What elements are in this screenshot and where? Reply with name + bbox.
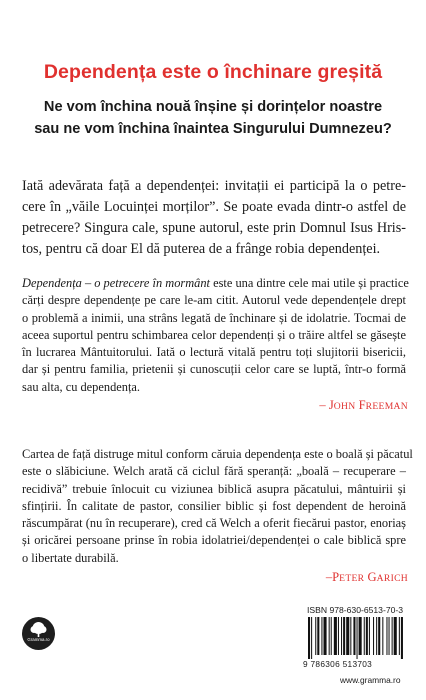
barcode-bar: [308, 617, 310, 659]
subtitle-line: Ne vom închina nouă înșine și dorințelor noastre: [43, 99, 383, 115]
barcode-bar: [373, 617, 374, 655]
book-title-italic: Dependența – o petrecere în mormânt: [22, 276, 210, 290]
intro-paragraph: [22, 176, 406, 260]
endorsement-line: dar și pentru familia, prietenii și cunoscuții celor care se luptă, într-o formă: [22, 362, 406, 377]
intro-line: cere în „văile Locuinței morților”. Se poate evada dintr-o astfel de: [22, 199, 406, 215]
endorsement-line: sau alta, cu dependența.: [22, 379, 141, 394]
publisher-website: www.gramma.ro: [340, 675, 401, 685]
barcode-bar: [346, 617, 349, 655]
barcode-bar: [353, 617, 355, 655]
barcode-bar: [323, 617, 326, 655]
endorsement-line: o problemă a inimii, una strâns legată de închinare și de idolatrie. Tocmai de: [22, 310, 406, 325]
endorsement-freeman: [22, 275, 409, 396]
barcode-bar: [392, 617, 393, 655]
intro-line: tos, pentru că doar El dă puterea de a frânge robia dependenței.: [22, 241, 381, 257]
barcode-bar: [357, 617, 358, 659]
barcode-bar: [338, 617, 339, 655]
barcode-bar: [366, 617, 368, 655]
intro-line: Iată adevărata față a dependenței: invitații ei participă la o petre-: [22, 178, 406, 194]
back-cover-subtitle: [24, 96, 402, 140]
barcode-bar: [343, 617, 345, 655]
barcode-bar: [364, 617, 365, 655]
barcode-bar: [376, 617, 377, 655]
barcode-bar: [315, 617, 316, 655]
barcode-bar: [359, 617, 362, 655]
barcode-bar: [394, 617, 397, 655]
publisher-logo-text: Gramma.ro: [27, 637, 50, 642]
endorsement-line: [22, 275, 409, 292]
barcode-bar: [401, 617, 403, 659]
endorsement-line: Cartea de față distruge mitul conform căruia dependența este o boală și păcatul: [22, 447, 413, 461]
barcode-bar: [317, 617, 319, 655]
endorsement-line: aceea suportul pentru schimbarea celor dependenți și o trăire altfel se găsește: [22, 327, 406, 342]
endorsement-line: recidivă” trebuie înlocuit cu viziunea biblică asupra păcatului, mântuirii și: [22, 481, 406, 496]
barcode-bar: [382, 617, 383, 655]
endorsement-line: răscumpărat (nu în recuperare), cred că Welch a oferit fiecărui pastor, enoriaș: [22, 516, 406, 531]
barcode-bar: [350, 617, 351, 655]
isbn-barcode: [306, 617, 406, 659]
barcode-bar: [378, 617, 380, 655]
barcode-bar: [369, 617, 370, 655]
endorsement-line: este o slăbiciune. Welch arată că ciclul fără speranță: „boală – recuperare –: [22, 464, 406, 479]
barcode-number: 9 786306 513703: [303, 659, 373, 669]
signature-peter-garich: –PETER GARICH: [325, 570, 408, 584]
endorsement-line: și oricărei persoane prinse în robia idolatriei/dependenței o cale biblică spre: [22, 533, 406, 548]
barcode-bar: [331, 617, 332, 655]
publisher-logo: [22, 617, 55, 650]
endorsement-garich: [22, 446, 413, 567]
endorsement-text: este una dintre cele mai utile și practice: [210, 276, 409, 290]
endorsement-line: sfințirii. În calitate de pastor, consilier biblic și fost dependent de heroină: [22, 498, 406, 513]
barcode-bar: [389, 617, 390, 655]
isbn-text: ISBN 978-630-6513-70-3: [307, 605, 404, 615]
barcode-bar: [334, 617, 337, 655]
barcode-bar: [341, 617, 342, 655]
signature-john-freeman: – JOHN FREEMAN: [319, 398, 408, 412]
intro-line: petrecere? Singura cale, spune autorul, este prin Domnul Isus Hris-: [22, 220, 406, 236]
subtitle-line: sau ne vom închina înaintea Singurului Dumnezeu?: [34, 121, 392, 137]
barcode-bar: [399, 617, 400, 655]
endorsement-line: o libertate durabilă.: [22, 550, 119, 565]
back-cover-title: Dependența este o închinare greșită: [43, 61, 383, 83]
barcode-bar: [321, 617, 322, 655]
barcode-bar: [386, 617, 387, 655]
barcode-bar: [329, 617, 330, 655]
barcode-bar: [311, 617, 312, 659]
endorsement-line: cărți despre dependențe pe care le-am citit. Autorul vede dependențele drept: [22, 293, 406, 308]
endorsement-line: în lucrarea Mântuitorului. Iată o lectură vitală pentru toți slujitorii bisericii,: [22, 345, 406, 360]
